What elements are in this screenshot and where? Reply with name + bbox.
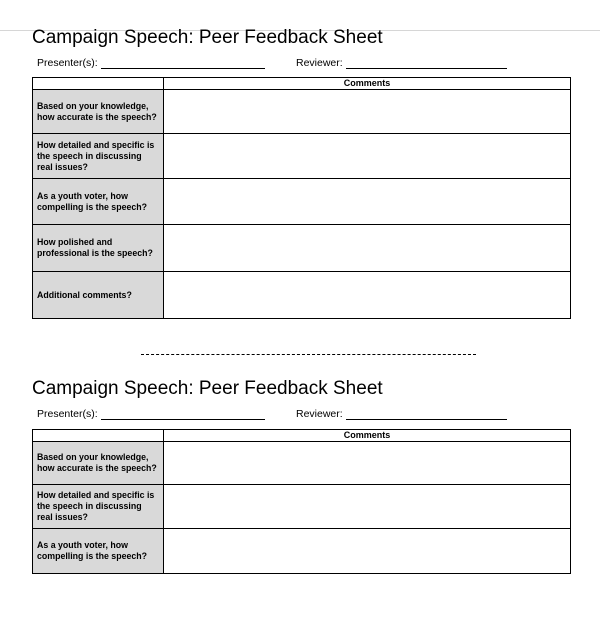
- question-cell: Additional comments?: [33, 272, 164, 319]
- table-header-row: [33, 78, 571, 90]
- sheet-fields: [32, 57, 570, 73]
- comment-cell[interactable]: [164, 272, 571, 319]
- reviewer-input-line[interactable]: [346, 408, 507, 420]
- comment-cell[interactable]: [164, 529, 571, 574]
- presenter-input-line[interactable]: [101, 408, 265, 420]
- table-header-row: [33, 430, 571, 442]
- table-row: [33, 272, 571, 319]
- comments-header: Comments: [164, 78, 571, 90]
- question-cell: How detailed and specific is the speech in discussing real issues?: [33, 485, 164, 529]
- table-row: [33, 485, 571, 529]
- presenter-field: [37, 408, 265, 420]
- table-row: [33, 179, 571, 225]
- comment-cell[interactable]: [164, 225, 571, 272]
- question-cell: How detailed and specific is the speech in discussing real issues?: [33, 134, 164, 179]
- sheet-fields: [32, 408, 570, 424]
- question-cell: As a youth voter, how compelling is the speech?: [33, 529, 164, 574]
- feedback-table: [32, 429, 571, 574]
- reviewer-label: Reviewer:: [296, 57, 343, 69]
- comment-cell[interactable]: [164, 485, 571, 529]
- question-cell: How polished and professional is the speech?: [33, 225, 164, 272]
- sheet-title: Campaign Speech: Peer Feedback Sheet: [32, 27, 383, 48]
- table-row: [33, 134, 571, 179]
- table-row: [33, 90, 571, 134]
- presenter-label: Presenter(s):: [37, 57, 98, 69]
- header-blank-cell: [33, 430, 164, 442]
- table-row: [33, 529, 571, 574]
- feedback-sheet-2: [32, 378, 570, 574]
- header-blank-cell: [33, 78, 164, 90]
- reviewer-input-line[interactable]: [346, 57, 507, 69]
- question-cell: Based on your knowledge, how accurate is the speech?: [33, 442, 164, 485]
- comments-header: Comments: [164, 430, 571, 442]
- presenter-field: [37, 57, 265, 69]
- table-row: [33, 225, 571, 272]
- question-cell: Based on your knowledge, how accurate is the speech?: [33, 90, 164, 134]
- comment-cell[interactable]: [164, 179, 571, 225]
- comment-cell[interactable]: [164, 442, 571, 485]
- comment-cell[interactable]: [164, 90, 571, 134]
- feedback-table: [32, 77, 571, 319]
- cut-line-divider: [141, 354, 476, 355]
- reviewer-field: [296, 408, 507, 420]
- sheet-title: Campaign Speech: Peer Feedback Sheet: [32, 378, 383, 399]
- table-row: [33, 442, 571, 485]
- reviewer-label: Reviewer:: [296, 408, 343, 420]
- comment-cell[interactable]: [164, 134, 571, 179]
- presenter-label: Presenter(s):: [37, 408, 98, 420]
- presenter-input-line[interactable]: [101, 57, 265, 69]
- reviewer-field: [296, 57, 507, 69]
- question-cell: As a youth voter, how compelling is the speech?: [33, 179, 164, 225]
- feedback-sheet-1: [32, 27, 570, 319]
